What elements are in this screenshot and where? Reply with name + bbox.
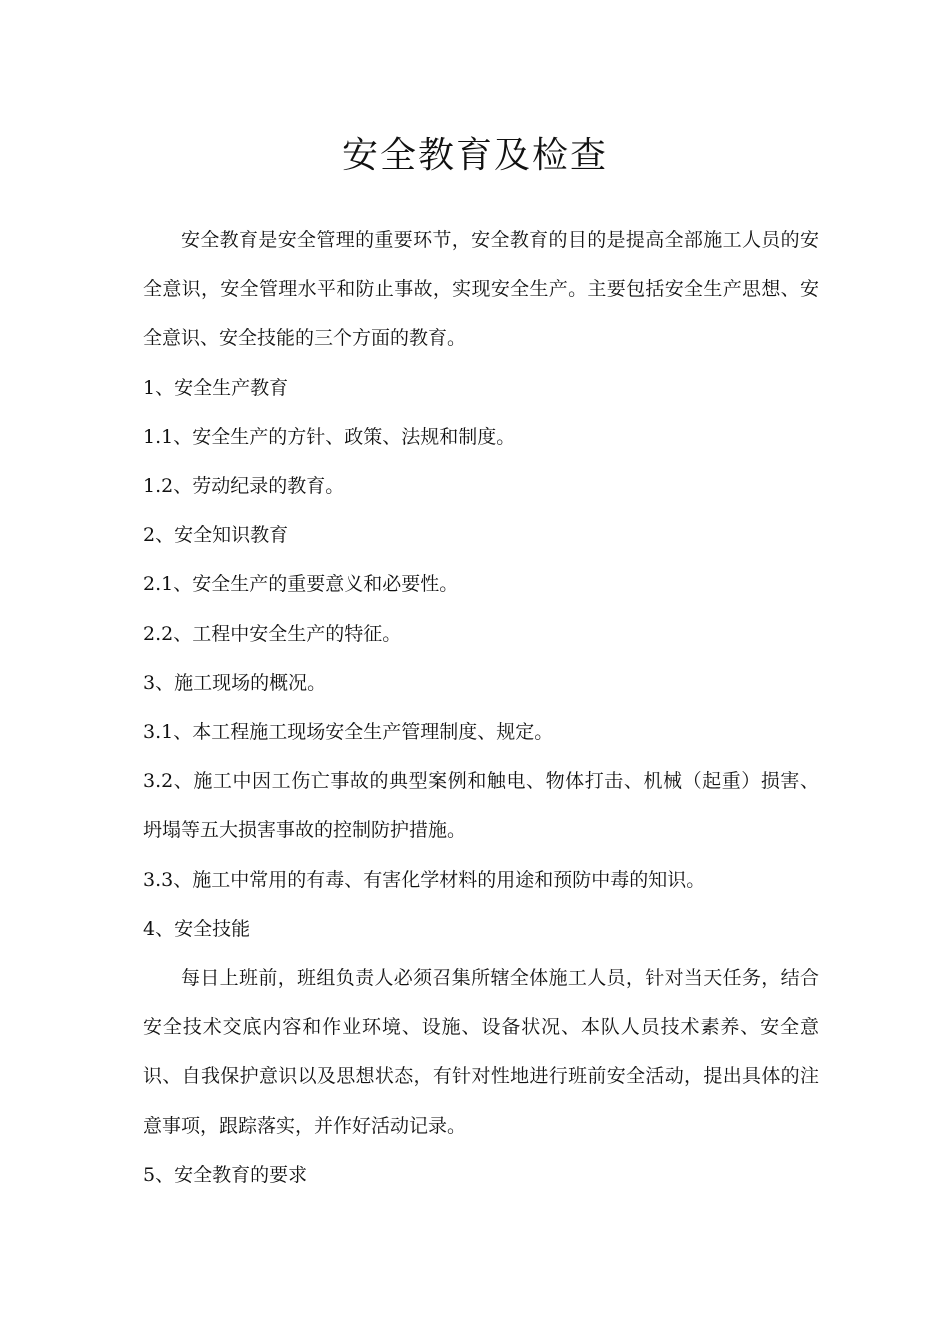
heading-4: 4、安全技能 (143, 917, 251, 940)
heading-3: 3、施工现场的概况。 (143, 671, 327, 694)
item-2-2: 2.2、工程中安全生产的特征。 (143, 622, 402, 645)
heading-2: 2、安全知识教育 (143, 524, 289, 547)
item-1-2: 1.2、劳动纪录的教育。 (143, 475, 345, 498)
item-2-1: 2.1、安全生产的重要意义和必要性。 (143, 573, 459, 596)
paragraph-intro: 安全教育是安全管理的重要环节，安全教育的目的是提高全部施工人员的安全意识，安全管理水平和防止事故，实现安全生产。主要包括安全生产思想、安全意识、安全技能的三个方面的教育。 (143, 229, 819, 350)
item-3-2: 3.2、施工中因工伤亡事故的典型案例和触电、物体打击、机械（起重）损害、坍塌等五大损害事故的控制防护措施。 (143, 770, 819, 842)
item-3-1: 3.1、本工程施工现场安全生产管理制度、规定。 (143, 721, 554, 744)
heading-5: 5、安全教育的要求 (143, 1163, 308, 1186)
document-body (143, 216, 819, 1200)
item-1-1: 1.1、安全生产的方针、政策、法规和制度。 (143, 425, 516, 448)
paragraph-skills: 每日上班前，班组负责人必须召集所辖全体施工人员，针对当天任务，结合安全技术交底内容和作业环境、设施、设备状况、本队人员技术素养、安全意识、自我保护意识以及思想状态，有针对性地进行班前安全活动，提出具体的注意事项，跟踪落实，并作好活动记录。 (143, 967, 819, 1137)
item-3-3: 3.3、施工中常用的有毒、有害化学材料的用途和预防中毒的知识。 (143, 868, 706, 891)
document-title: 安全教育及检查 (341, 135, 608, 176)
heading-1: 1、安全生产教育 (143, 376, 289, 399)
